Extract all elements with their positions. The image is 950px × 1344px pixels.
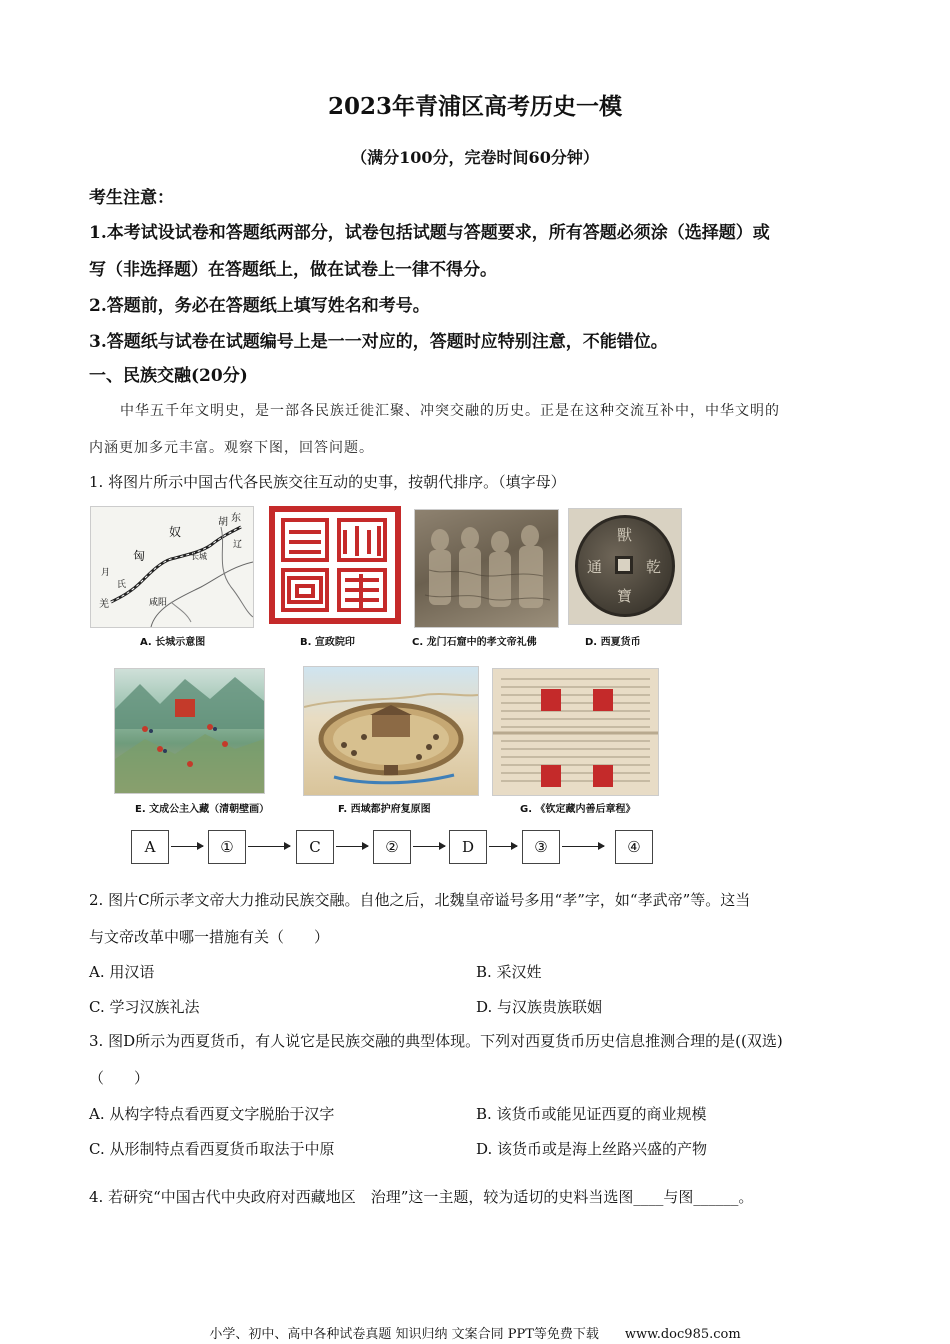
- flow-box-a: A: [131, 830, 169, 864]
- notice-line-1a: 1.本考试设试卷和答题纸两部分，试卷包括试题与答题要求，所有答题必须涂（选择题）或: [89, 223, 770, 243]
- flow-arrow: [248, 846, 290, 847]
- map-label-xianyang: 咸阳: [149, 598, 168, 608]
- caption-d: D. 西夏货币: [585, 637, 641, 648]
- question-3-option-a: A. 从构字特点看西夏文字脱胎于汉字: [89, 1105, 335, 1123]
- question-3-stem-b: （ ）: [89, 1069, 150, 1087]
- page-footer: 小学、初中、高中各种试卷真题 知识归纳 文案合同 PPT等免费下载 www.doc985.com: [209, 1327, 741, 1342]
- notice-line-1b: 写（非选择题）在答题纸上，做在试卷上一律不得分。: [89, 260, 497, 280]
- flow-arrow: [336, 846, 368, 847]
- question-2-option-c: C. 学习汉族礼法: [89, 998, 200, 1016]
- question-4: 4. 若研究“中国古代中央政府对西藏地区 治理”这一主题，较为适切的史料当选图____与图______。: [89, 1188, 754, 1206]
- flow-arrow: [413, 846, 445, 847]
- notice-line-3: 3.答题纸与试卷在试题编号上是一一对应的，答题时应特别注意，不能错位。: [89, 332, 668, 352]
- page-title: 2023年青浦区高考历史一模: [327, 93, 622, 120]
- map-label-nu: 奴: [169, 525, 182, 539]
- question-2-option-b: B. 采汉姓: [476, 963, 542, 981]
- caption-f: F. 西域都护府复原图: [338, 804, 431, 815]
- flow-arrow: [562, 846, 604, 847]
- map-label-dong: 东: [231, 513, 241, 524]
- xixia-coin-image: [568, 508, 682, 625]
- question-2-stem-a: 2. 图片C所示孝文帝大力推动民族交融。自他之后，北魏皇帝谥号多用“孝”字，如“孝武帝”等。这当: [89, 891, 751, 909]
- question-1: 1. 将图片所示中国古代各民族交往互动的史事，按朝代排序。（填字母）: [89, 473, 566, 491]
- question-3-option-d: D. 该货币或是海上丝路兴盛的产物: [476, 1140, 708, 1158]
- map-label-xiong: 匈: [133, 549, 146, 563]
- caption-e: E. 文成公主入藏（清朝壁画）: [135, 804, 270, 815]
- flow-box-2: ②: [373, 830, 411, 864]
- flow-box-4: ④: [615, 830, 653, 864]
- tibet-regulations-image: [492, 668, 659, 796]
- seal-image: [265, 504, 408, 628]
- map-label-qiang: 羌: [99, 599, 109, 610]
- section-intro-b: 内涵更加多元丰富。观察下图，回答问题。: [89, 440, 374, 456]
- page-subtitle: （满分100分，完卷时间60分钟）: [351, 148, 599, 167]
- notice-line-2: 2.答题前，务必在答题纸上填写姓名和考号。: [89, 296, 430, 316]
- coin-char-bottom: 寶: [617, 587, 633, 605]
- flow-box-3: ③: [522, 830, 560, 864]
- map-label-great-wall: 长城: [191, 552, 207, 561]
- map-label-liao: 辽: [233, 540, 243, 550]
- question-3-option-c: C. 从形制特点看西夏货币取法于中原: [89, 1140, 335, 1158]
- section-heading: 一、民族交融(20分): [89, 366, 248, 386]
- coin-char-left: 通: [587, 558, 603, 576]
- flow-box-c: C: [296, 830, 334, 864]
- question-3-option-b: B. 该货币或能见证西夏的商业规模: [476, 1105, 707, 1123]
- flow-arrow: [171, 846, 203, 847]
- flow-box-d: D: [449, 830, 487, 864]
- coin-char-top: 獸: [617, 526, 633, 544]
- caption-g: G. 《钦定藏内善后章程》: [520, 804, 636, 815]
- question-2-option-d: D. 与汉族贵族联姻: [476, 998, 603, 1016]
- longmen-relief-image: [414, 509, 559, 628]
- wencheng-mural-image: [114, 668, 265, 794]
- question-2-stem-b: 与文帝改革中哪一措施有关（ ）: [89, 928, 330, 946]
- great-wall-map-image: [90, 506, 254, 628]
- map-label-min: 氏: [117, 580, 127, 590]
- notice-heading: 考生注意：: [89, 188, 174, 208]
- map-label-hu: 胡: [218, 517, 228, 528]
- section-intro-a: 中华五千年文明史，是一部各民族迁徙汇聚、冲突交融的历史。正是在这种交流互补中，中华文明的: [120, 403, 780, 419]
- caption-b: B. 宣政院印: [300, 637, 355, 648]
- flow-box-1: ①: [208, 830, 246, 864]
- question-3-stem-a: 3. 图D所示为西夏货币，有人说它是民族交融的典型体现。下列对西夏货币历史信息推测合理的是((双选): [89, 1032, 783, 1050]
- protectorate-model-image: [303, 666, 479, 796]
- caption-a: A. 长城示意图: [140, 637, 206, 648]
- question-2-option-a: A. 用汉语: [89, 963, 155, 981]
- map-label-yue: 月: [101, 568, 111, 578]
- caption-c: C. 龙门石窟中的孝文帝礼佛: [412, 637, 537, 648]
- coin-char-right: 乾: [646, 558, 662, 576]
- flow-arrow: [489, 846, 517, 847]
